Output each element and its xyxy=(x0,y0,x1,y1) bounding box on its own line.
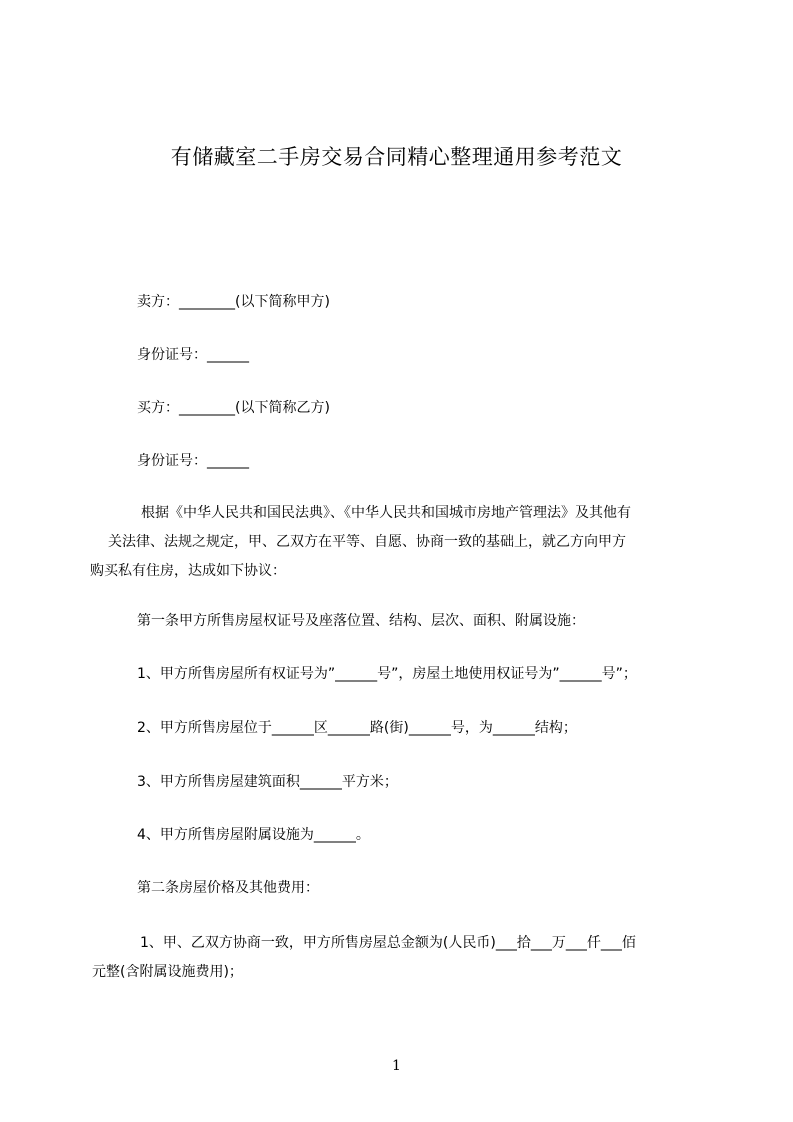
article1-item-1: 1、甲方所售房屋所有权证号为”______号”，房屋土地使用权证号为”______号”； xyxy=(137,666,637,682)
article1-item-2: 2、甲方所售房屋位于______区______路(街)______号，为______结构； xyxy=(137,720,577,736)
article1-item-3: 3、甲方所售房屋建筑面积______平方米； xyxy=(137,774,398,790)
buyer-line: 买方：________(以下简称乙方) xyxy=(137,400,330,416)
article1-item-4: 4、甲方所售房屋附属设施为______。 xyxy=(137,827,370,843)
preamble-line: 购买私有住房，达成如下协议： xyxy=(90,563,286,579)
article2-item-line: 元整(含附属设施费用)； xyxy=(92,964,243,980)
preamble-paragraph xyxy=(90,499,631,586)
document-title: 有储藏室二手房交易合同精心整理通用参考范文 xyxy=(170,145,623,169)
seller-line: 卖方：________(以下简称甲方) xyxy=(137,294,330,310)
preamble-line: 根据《中华人民共和国民法典》、《中华人民共和国城市房地产管理法》及其他有 xyxy=(141,505,631,521)
article2-heading: 第二条房屋价格及其他费用： xyxy=(137,880,319,896)
article2-item-line: 1、甲、乙双方协商一致，甲方所售房屋总金额为(人民币)___拾___万___仟___佰 xyxy=(140,935,636,951)
article2-item-1 xyxy=(90,929,636,987)
preamble-line: 关法律、法规之规定，甲、乙双方在平等、自愿、协商一致的基础上，就乙方向甲方 xyxy=(108,534,626,550)
page-number: 1 xyxy=(392,1058,401,1074)
seller-id-line: 身份证号：______ xyxy=(137,347,249,363)
article1-heading: 第一条甲方所售房屋权证号及座落位置、结构、层次、面积、附属设施： xyxy=(137,613,585,629)
buyer-id-line: 身份证号：______ xyxy=(137,453,249,469)
